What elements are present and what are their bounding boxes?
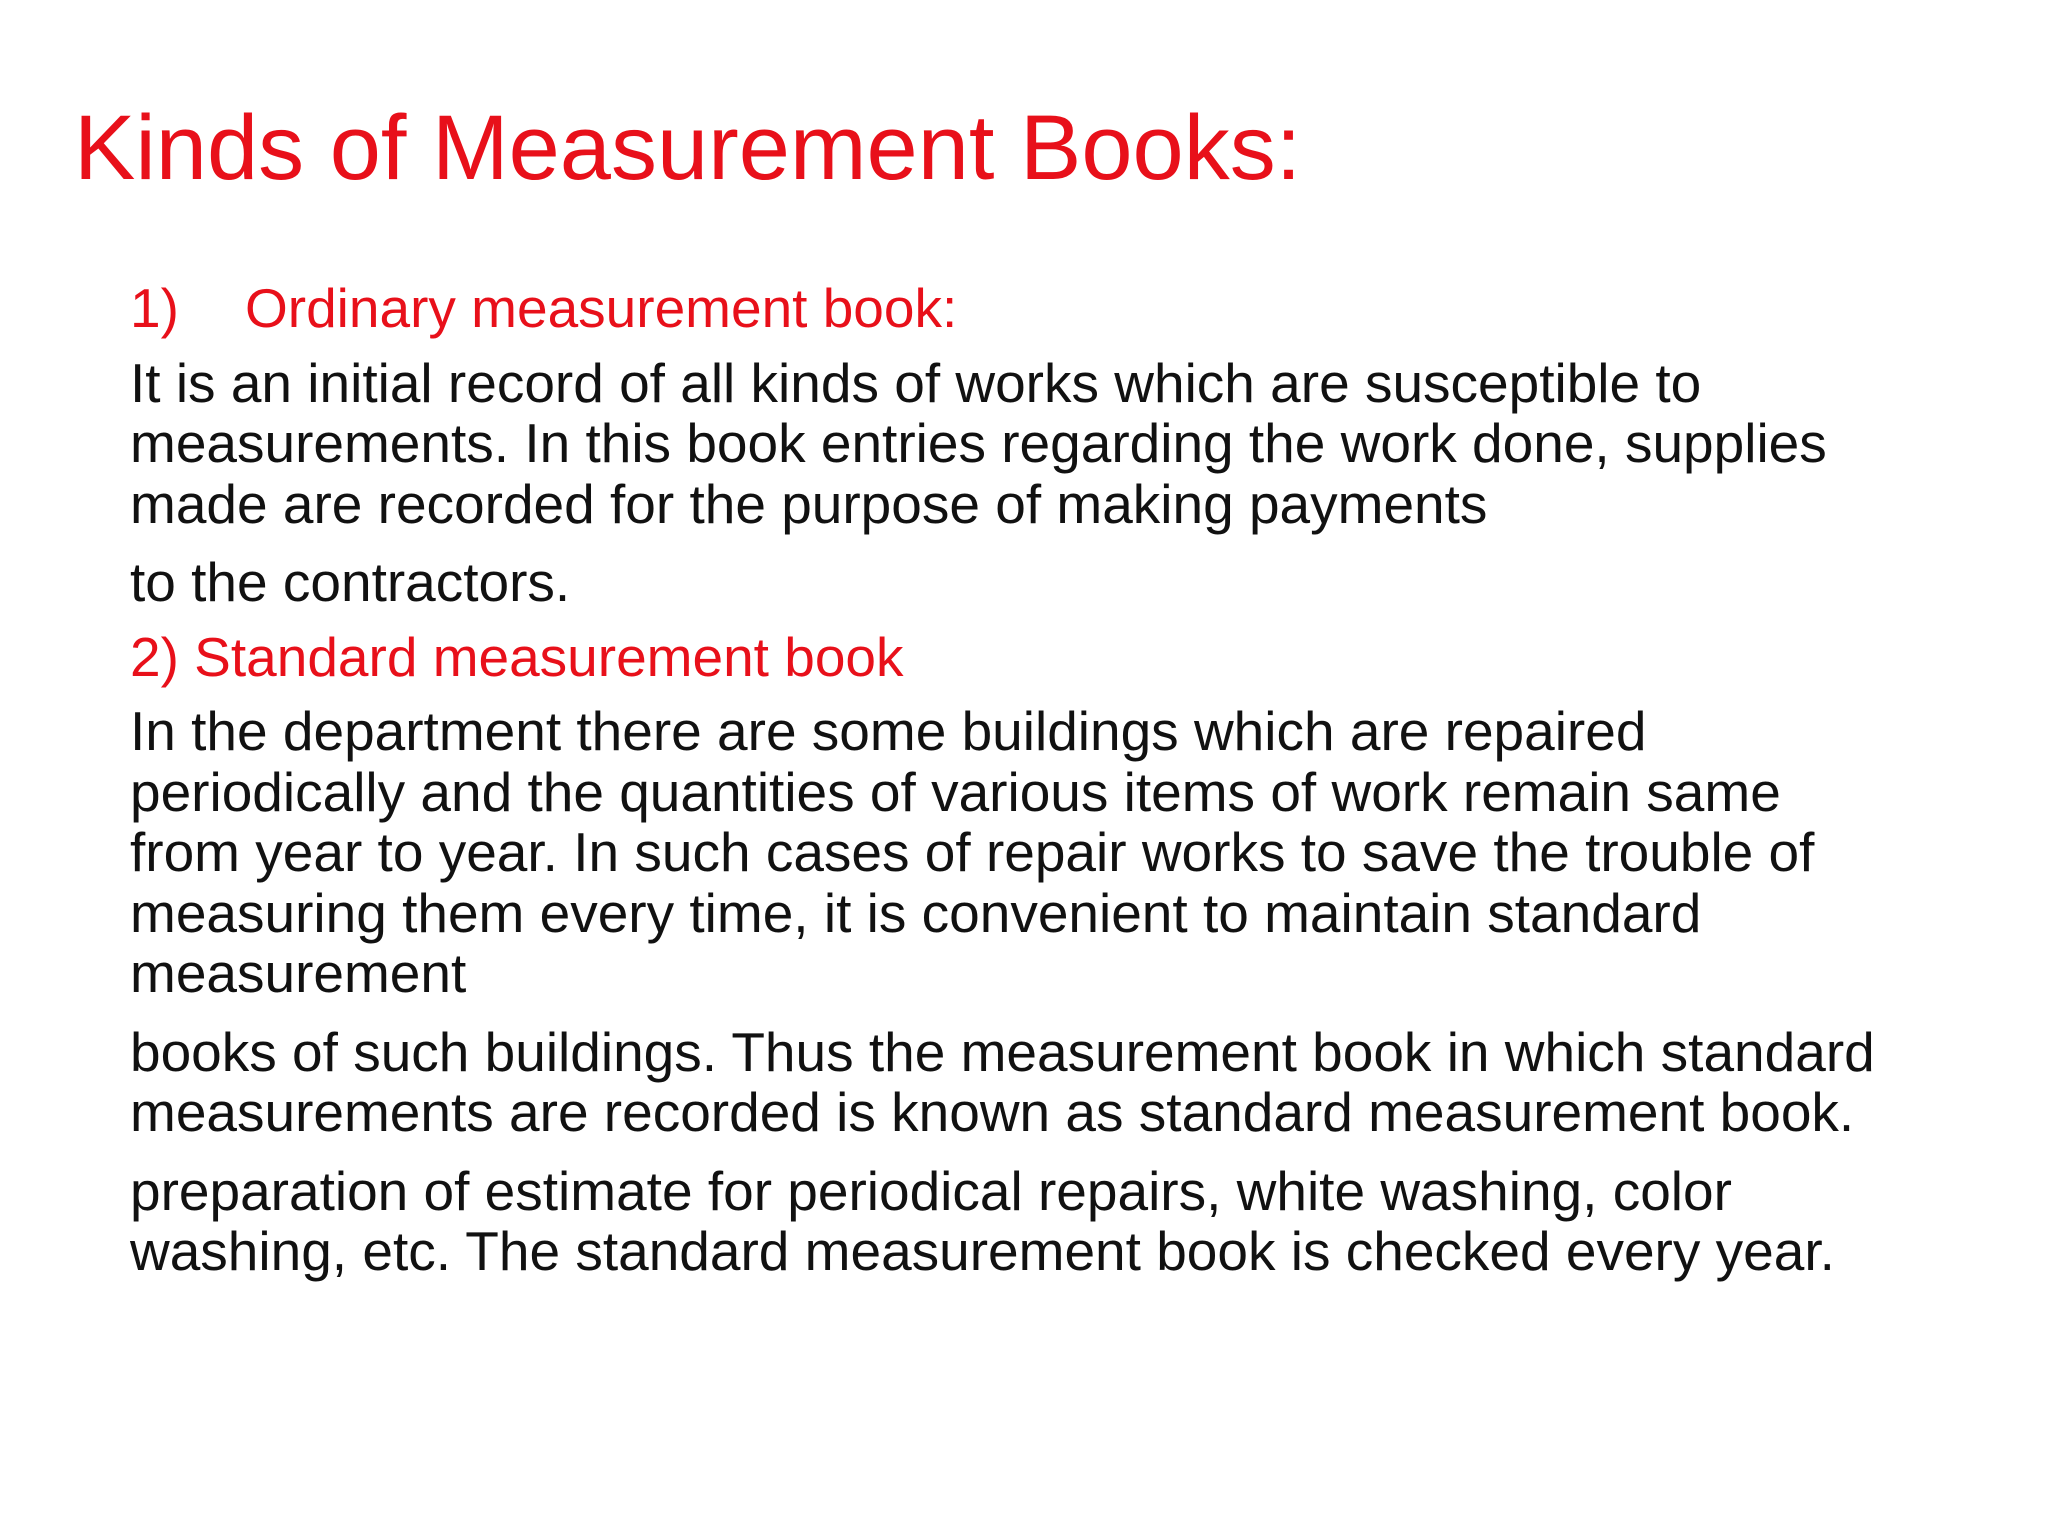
section-1-heading-text: Ordinary measurement book: bbox=[245, 277, 958, 339]
text-line: to the contractors. bbox=[130, 551, 571, 613]
text-line: washing, etc. The standard measurement book is checked every year. bbox=[130, 1220, 1835, 1282]
section-1-number: 1) bbox=[130, 277, 179, 339]
text-line: It is an initial record of all kinds of works which are susceptible to bbox=[130, 351, 1702, 414]
slide-title: Kinds of Measurement Books: bbox=[74, 97, 1302, 199]
text-line: periodically and the quantities of various items of work remain same bbox=[130, 760, 1781, 823]
text-line: measurement bbox=[130, 942, 467, 1004]
section-2-paragraph-3 bbox=[130, 1161, 2010, 1282]
text-line: books of such buildings. Thus the measurement book in which standard bbox=[130, 1020, 1875, 1083]
text-line: measurements. In this book entries regarding the work done, supplies bbox=[130, 412, 1827, 474]
text-line: In the department there are some buildings which are repaired bbox=[130, 700, 1647, 762]
section-1-heading bbox=[130, 278, 2010, 339]
section-1-paragraph-1 bbox=[130, 353, 2010, 535]
section-2-paragraph-1 bbox=[130, 701, 2010, 1004]
slide-content bbox=[130, 278, 2010, 1282]
text-line: from year to year. In such cases of repair works to save the trouble of bbox=[130, 821, 1815, 883]
text-line: measurements are recorded is known as standard measurement book. bbox=[130, 1081, 1855, 1143]
section-2-paragraph-2 bbox=[130, 1022, 2010, 1143]
text-line: measuring them every time, it is convenient to maintain standard bbox=[130, 881, 1702, 944]
text-line: preparation of estimate for periodical repairs, white washing, color bbox=[130, 1159, 1732, 1222]
section-2-heading: 2) Standard measurement book bbox=[130, 625, 904, 688]
section-1-paragraph-2 bbox=[130, 552, 2010, 613]
text-line: made are recorded for the purpose of making payments bbox=[130, 472, 1488, 535]
